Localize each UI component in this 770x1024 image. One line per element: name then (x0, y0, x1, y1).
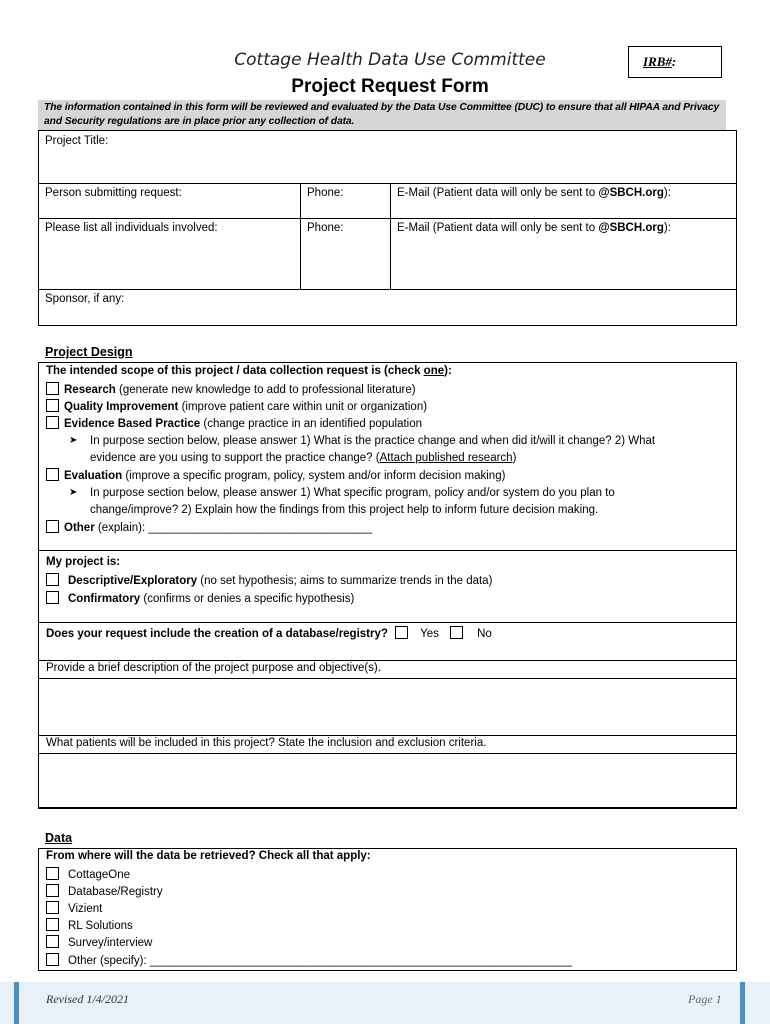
source-rl-solutions[interactable] (46, 918, 133, 932)
phone-label-2: Phone: (307, 222, 344, 234)
scope-suffix: ): (444, 365, 452, 377)
phone-field-1[interactable] (301, 183, 391, 218)
email-suffix-1: ): (663, 187, 671, 199)
ebp-label: Evidence Based Practice (64, 418, 201, 430)
registry-no-checkbox[interactable] (450, 626, 463, 639)
evaluation-label: Evaluation (64, 470, 123, 482)
other-checkbox[interactable] (46, 520, 59, 533)
descriptive-desc: (no set hypothesis; aims to summarize trends in the data) (197, 575, 493, 587)
my-project-label: My project is: (46, 556, 121, 568)
data-heading: Data (45, 831, 73, 845)
footer-left-accent (14, 982, 19, 1024)
ebp-note-line-2 (90, 450, 730, 467)
confirmatory-checkbox[interactable] (46, 591, 59, 604)
patients-input-area[interactable] (39, 754, 736, 806)
source-vizient[interactable] (46, 901, 102, 915)
arrow-bullet-icon: ➤ (69, 435, 78, 446)
sponsor-label: Sponsor, if any: (45, 293, 125, 305)
scope-prefix: The intended scope of this project / data collection request is (check (46, 365, 424, 377)
source-other-checkbox[interactable] (46, 953, 59, 966)
source-other-label: Other (specify): __________________________________________________________________ (68, 955, 572, 967)
ebp-note (90, 433, 730, 467)
ebp-desc: (change practice in an identified population (200, 418, 423, 430)
project-title-field[interactable] (39, 131, 736, 183)
ebp-note-line-1: In purpose section below, please answer 1) What is the practice change and when did it/will it change? 2) What (90, 435, 656, 447)
source-label: CottageOne (68, 869, 131, 881)
evaluation-checkbox[interactable] (46, 468, 59, 481)
evaluation-note (90, 485, 730, 519)
ebp-checkbox[interactable] (46, 416, 59, 429)
attach-research-link[interactable]: Attach published research (379, 452, 513, 464)
project-design-heading: Project Design (45, 345, 133, 359)
source-cottageone[interactable] (46, 867, 130, 881)
confirmatory-desc: (confirms or denies a specific hypothesis) (140, 593, 355, 605)
contact-table (38, 130, 737, 326)
sponsor-field[interactable] (39, 289, 736, 325)
registry-question: Does your request include the creation of a database/registry? (46, 628, 388, 640)
research-label: Research (64, 384, 116, 396)
evaluation-desc: (improve a specific program, policy, system and/or inform decision making) (122, 470, 506, 482)
page-number: Page 1 (688, 992, 722, 1006)
scope-one: one (423, 365, 445, 377)
source-database-registry[interactable] (46, 884, 163, 898)
source-survey-interview[interactable] (46, 935, 152, 949)
research-checkbox[interactable] (46, 382, 59, 395)
data-question: From where will the data be retrieved? Check all that apply: (46, 850, 371, 862)
option-evidence-based-practice[interactable] (46, 416, 422, 430)
registry-yes-label: Yes (420, 628, 439, 640)
descriptive-label: Descriptive/Exploratory (68, 575, 198, 587)
committee-name: Cottage Health Data Use Committee (234, 50, 546, 70)
confirmatory-label: Confirmatory (68, 593, 141, 605)
notice-banner: The information contained in this form will be reviewed and evaluated by the Data Use Committee (DUC) to ensure that all HIPAA and Privacy and Security regulations are in place prior any collection of data. (38, 100, 726, 130)
source-label: Vizient (68, 903, 103, 915)
footer-right-accent (740, 982, 745, 1024)
descriptive-checkbox[interactable] (46, 573, 59, 586)
patients-label: What patients will be included in this project? State the inclusion and exclusion criteria. (46, 737, 487, 749)
irb-label: IRB# (643, 54, 672, 69)
source-label: RL Solutions (68, 920, 133, 932)
project-title-label: Project Title: (45, 135, 109, 147)
option-research[interactable] (46, 382, 416, 396)
person-submitting-field[interactable] (39, 183, 301, 218)
evaluation-note-line-2: change/improve? 2) Explain how the findings from this project help to inform future decision making. (90, 504, 599, 516)
source-label: Database/Registry (68, 886, 163, 898)
email-field-2[interactable] (391, 218, 736, 289)
revised-date: Revised 1/4/2021 (46, 992, 129, 1006)
email-label-1: E-Mail (Patient data will only be sent to (397, 187, 599, 199)
email-suffix-2: ): (663, 222, 671, 234)
purpose-input-area[interactable] (39, 679, 736, 734)
option-quality-improvement[interactable] (46, 399, 427, 413)
vizient-checkbox[interactable] (46, 901, 59, 914)
evaluation-note-line-1: In purpose section below, please answer 1) What specific program, policy and/or system do you plan to (90, 487, 615, 499)
research-desc: (generate new knowledge to add to professional literature) (115, 384, 416, 396)
option-other[interactable] (46, 520, 372, 534)
scope-question (46, 365, 452, 377)
source-label: Survey/interview (68, 937, 153, 949)
option-descriptive[interactable] (46, 573, 492, 587)
phone-field-2[interactable] (301, 218, 391, 289)
other-desc: (explain): ___________________________________ (94, 522, 373, 534)
option-confirmatory[interactable] (46, 591, 354, 605)
individuals-label: Please list all individuals involved: (45, 222, 218, 234)
email-field-1[interactable] (391, 183, 736, 218)
registry-question-row (46, 626, 492, 640)
qi-checkbox[interactable] (46, 399, 59, 412)
registry-no-label: No (477, 628, 492, 640)
qi-desc: (improve patient care within unit or organization) (178, 401, 428, 413)
arrow-bullet-icon: ➤ (69, 487, 78, 498)
registry-yes-checkbox[interactable] (395, 626, 408, 639)
database-registry-checkbox[interactable] (46, 884, 59, 897)
qi-label: Quality Improvement (64, 401, 179, 413)
option-evaluation[interactable] (46, 468, 505, 482)
irb-suffix: : (671, 54, 677, 69)
individuals-field[interactable] (39, 218, 301, 289)
irb-number-box[interactable] (628, 46, 722, 78)
person-submitting-label: Person submitting request: (45, 187, 182, 199)
email-domain-2: @SBCH.org (598, 222, 664, 234)
ebp-note-2b: ) (512, 452, 517, 464)
other-label: Other (64, 522, 95, 534)
source-other[interactable] (46, 953, 572, 967)
cottageone-checkbox[interactable] (46, 867, 59, 880)
rl-solutions-checkbox[interactable] (46, 918, 59, 931)
email-label-2: E-Mail (Patient data will only be sent to (397, 222, 599, 234)
form-title: Project Request Form (291, 76, 489, 97)
phone-label-1: Phone: (307, 187, 344, 199)
ebp-note-2a: evidence are you using to support the practice change? ( (90, 452, 380, 464)
purpose-label: Provide a brief description of the project purpose and objective(s). (46, 662, 381, 674)
email-domain-1: @SBCH.org (598, 187, 664, 199)
survey-interview-checkbox[interactable] (46, 935, 59, 948)
